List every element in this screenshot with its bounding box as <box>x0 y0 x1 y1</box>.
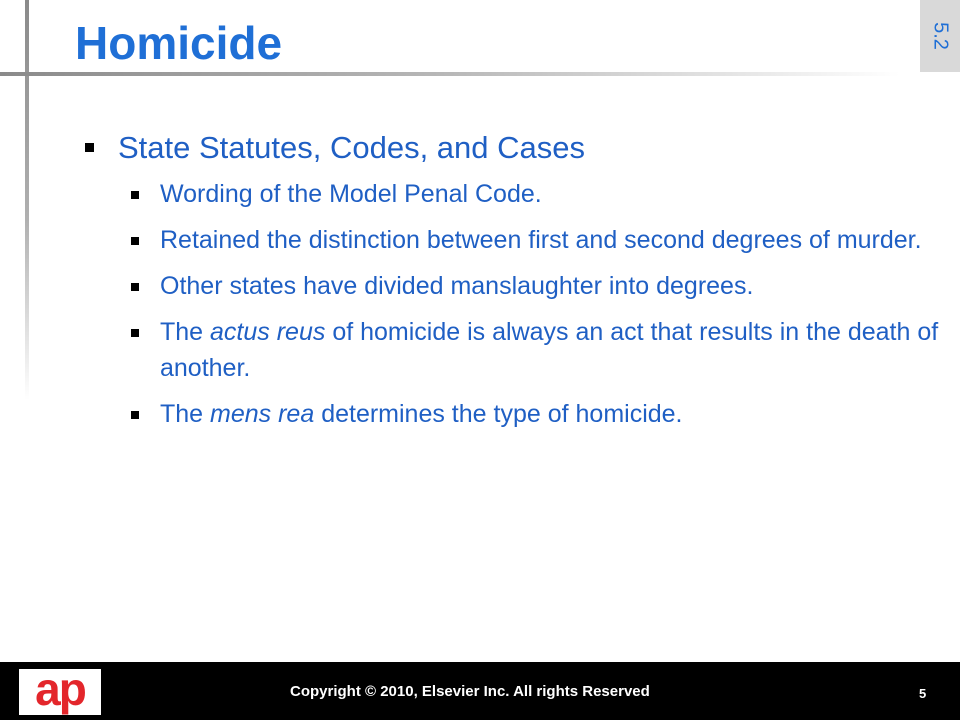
sub-bullet <box>80 268 940 304</box>
sub-bullet <box>80 314 940 386</box>
page-number: 5 <box>919 686 927 701</box>
sub-bullet <box>80 176 940 212</box>
publisher-logo <box>19 663 101 715</box>
title-underline-rule <box>0 72 900 76</box>
sub-bullet <box>80 222 940 258</box>
section-number: 5.2 <box>929 22 952 50</box>
footer-bar <box>0 662 960 720</box>
square-bullet-icon <box>131 237 139 245</box>
main-bullet <box>80 124 940 172</box>
sub-bullet-text: Wording of the Model Penal Code. <box>160 180 542 208</box>
sub-bullet-term: mens rea <box>210 400 315 428</box>
copyright-notice: Copyright © 2010, Elsevier Inc. All rights Reserved <box>290 683 650 700</box>
sub-bullet <box>80 396 940 432</box>
sub-bullet-list <box>80 176 940 432</box>
sub-bullet-text-end: of homicide is always an act that results in the death of another. <box>160 318 939 382</box>
square-bullet-icon <box>131 329 139 337</box>
sub-bullet-text-end: determines the type of homicide. <box>314 400 683 428</box>
slide-title: Homicide <box>75 17 283 69</box>
vertical-rule <box>25 0 29 400</box>
sub-bullet-text-start: The <box>160 400 211 428</box>
sub-bullet-term: actus reus <box>210 318 326 346</box>
square-bullet-icon <box>131 191 139 199</box>
main-bullet-text: State Statutes, Codes, and Cases <box>118 130 585 165</box>
sub-bullet-text: Other states have divided manslaughter into degrees. <box>160 272 754 300</box>
square-bullet-icon <box>131 411 139 419</box>
sub-bullet-text: Retained the distinction between first and second degrees of murder. <box>160 226 922 254</box>
section-tab <box>920 0 960 72</box>
square-bullet-icon <box>131 283 139 291</box>
publisher-logo-mark: ap <box>35 663 85 715</box>
slide-content <box>80 124 940 442</box>
sub-bullet-text-start: The <box>160 318 211 346</box>
square-bullet-icon <box>85 143 94 152</box>
